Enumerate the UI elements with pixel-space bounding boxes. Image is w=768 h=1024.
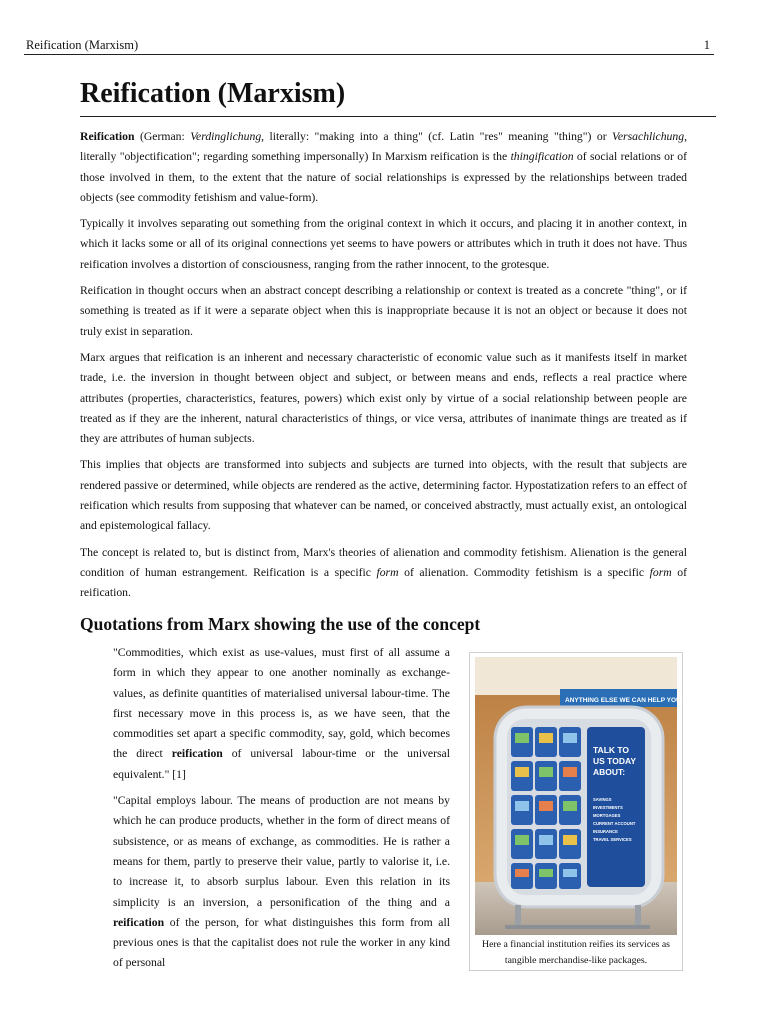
sign-item: SAVINGS: [593, 797, 612, 802]
brochure-grid: [511, 727, 581, 889]
sign-item: INSURANCE: [593, 829, 618, 834]
quotation: "Commodities, which exist as use-values, must first of all assume a form in which they appear to one another nominally as exchange-values, as definite quantities of materialised universal labour-time. The first necessary move in this process is, as we have seen, that the commodities set apart a specific commodity, say, gold, which becomes the direct reification of universal labour-time or the universal equivalent." [1]: [113, 646, 450, 781]
paragraph: The concept is related to, but is distinct from, Marx's theories of alienation and commodity fetishism. Alienation is the general condition of human estrangement. Reification is a specific form of alienation. Commodity fetishism is a specific form of reification.: [80, 545, 687, 600]
sign-item: CURRENT ACCOUNT: [593, 821, 636, 826]
running-title: Reification (Marxism): [26, 38, 139, 52]
display-stand-photo: [475, 657, 700, 935]
figure: [469, 652, 700, 971]
sign-heading-line: TALK TO: [593, 745, 630, 755]
paragraph: Reification in thought occurs when an abstract concept describing a relationship or context is treated as a concrete "thing", or if something is treated as if it were a separate object when this is inappropriate because it is not an object or because it does not truly exist in separation.: [80, 284, 687, 338]
page-number: 1: [703, 38, 710, 52]
stand-leg: [515, 905, 521, 927]
sign-heading-line: ABOUT:: [593, 767, 626, 777]
page-header: [24, 36, 714, 55]
quotation: "Capital employs labour. The means of production are not means by which he can produce products, whether in the form of direct means of subsistence, or as means of exchange, as commodities. He is rather a means for them, partly to preserve their value, partly to valorise it, i.e. to increase it, to absorb surplus labour. Even this relation in its simplicity is an inversion, a personification of the thing and a reification of the person, for what distinguishes this form from all previous ones is that the capitalist does not rule the worker in any kind of personal: [113, 794, 450, 970]
sign-item: MORTGAGES: [593, 813, 621, 818]
figure-caption: Here a financial institution reifies its services as tangible merchandise-like packages.: [482, 939, 670, 966]
section-heading: Quotations from Marx showing the use of the concept: [80, 614, 481, 634]
paragraph: Marx argues that reification is an inherent and necessary characteristic of economic value such as it manifests itself in market trade, i.e. the inversion in thought between object and subject, or between means and ends, reflects a real practice where attributes (properties, characteristics, features, powers) which exist only by virtue of a social relationship between people are treated as if they are the inherent, natural characteristics of things, or vice versa, attributes of inanimate things are treated as if they are attributes of human subjects.: [80, 350, 687, 446]
article-body: [80, 127, 687, 610]
paragraph: Reification (German: Verdinglichung, literally: "making into a thing" (cf. Latin "res" meaning "thing") or Versachlichung, literally "objectification"; regarding something impersonally) In Marxism reification is the thingification of social relations or of those involved in them, to the extent that the nature of social relationships is expressed by the relationships between traded objects (see commodity fetishism and value-form).: [80, 130, 688, 204]
banner-text: ANYTHING ELSE WE CAN HELP YOU WITH: [565, 697, 700, 704]
stand-leg: [635, 905, 641, 927]
sign-item: TRAVEL SERVICES: [593, 837, 632, 842]
sign-item: INVESTMENTS: [593, 805, 623, 810]
paragraph: This implies that objects are transformed into subjects and subjects are turned into objects, with the result that subjects are rendered passive or determined, while objects are rendered as the active, determining factor. Hypostatization refers to an effect of reification which results from supposing that whatever can be named, or conceived abstractly, must actually exist, an ontological and epistemological fallacy.: [80, 458, 687, 533]
stand-base: [505, 925, 650, 929]
article-title: Reification (Marxism): [80, 76, 716, 117]
sign-heading-line: US TODAY: [593, 756, 636, 766]
quotations: [113, 643, 450, 980]
paragraph: Typically it involves separating out something from the original context in which it occurs, and placing it in another context, in which it lacks some or all of its original connections yet seems to have powers or attributes which in truth it does not have. Thus reification involves a distortion of consciousness, ranging from the rather innocent, to the grotesque.: [80, 217, 687, 271]
